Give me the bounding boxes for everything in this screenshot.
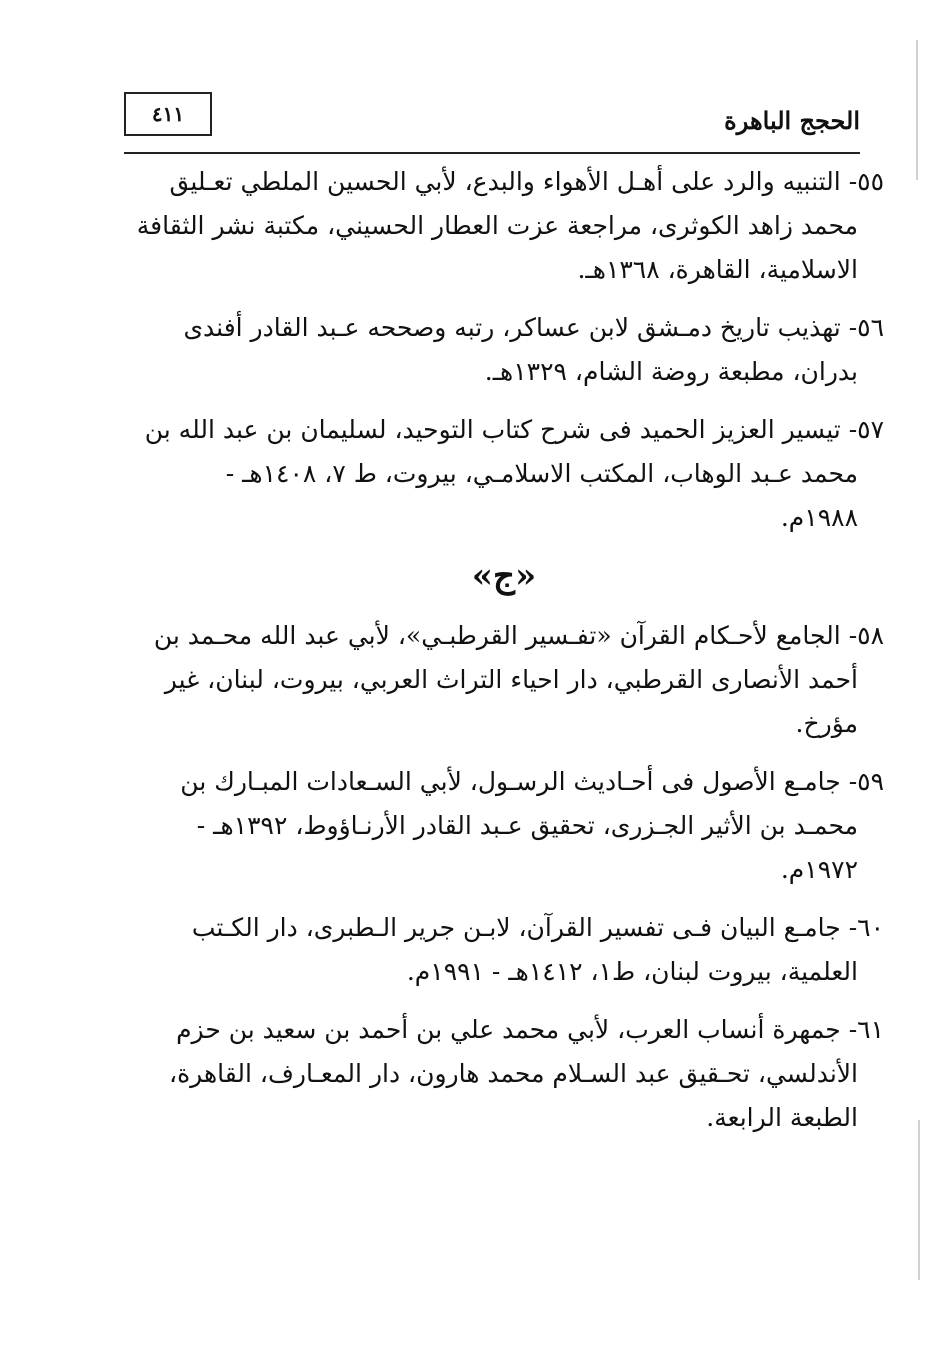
bibliography-entry-57 bbox=[124, 408, 884, 540]
scan-artifact bbox=[918, 1120, 920, 1280]
entry-number: ٥٦- bbox=[848, 313, 884, 342]
scan-artifact bbox=[916, 40, 918, 180]
entry-number: ٦١- bbox=[848, 1015, 884, 1044]
bibliography-entry-60 bbox=[124, 906, 884, 994]
section-heading-jim: «ج» bbox=[471, 556, 537, 596]
entry-line: محمد زاهد الكوثرى، مراجعة عزت العطار الحسيني، مكتبة نشر الثقافة bbox=[136, 211, 858, 240]
entry-line: الاسلامية، القاهرة، ١٣٦٨هـ. bbox=[577, 255, 858, 284]
entry-line: جامـع الأصول فى أحـاديث الرسـول، لأبي السـعادات المبـارك بن bbox=[180, 767, 841, 796]
entry-line: أحمد الأنصارى القرطبي، دار احياء التراث العربي، بيروت، لبنان، غير bbox=[164, 665, 858, 694]
bibliography-entry-56 bbox=[124, 306, 884, 394]
entry-number: ٥٥- bbox=[848, 167, 884, 196]
bibliography-entry-61 bbox=[124, 1008, 884, 1140]
entry-line: الأندلسي، تحـقيق عبد السـلام محمد هارون، دار المعـارف، القاهرة، bbox=[169, 1059, 858, 1088]
header-divider bbox=[124, 152, 860, 154]
entry-line: جامـع البيان فـى تفسير القرآن، لابـن جرير الـطبرى، دار الكـتب bbox=[191, 913, 841, 942]
entry-line: جمهرة أنساب العرب، لأبي محمد علي بن أحمد بن سعيد بن حزم bbox=[176, 1015, 841, 1044]
entry-line: محمـد بن الأثير الجـزرى، تحقيق عـبد القادر الأرنـاؤوط، ١٣٩٢هـ - bbox=[196, 811, 858, 840]
page-number: ٤١١ bbox=[151, 102, 185, 126]
entry-line: الجامع لأحـكام القرآن «تفـسير القرطبـي»، لأبي عبد الله محـمد بن bbox=[153, 621, 841, 650]
entry-number: ٥٩- bbox=[848, 767, 884, 796]
entry-line: الطبعة الرابعة. bbox=[706, 1103, 858, 1132]
entry-number: ٥٧- bbox=[848, 415, 884, 444]
entry-line: محمد عـبد الوهاب، المكتب الاسلامـي، بيروت، ط ٧، ١٤٠٨هـ - bbox=[225, 459, 858, 488]
bibliography-entry-55 bbox=[124, 160, 884, 292]
entry-line: ١٩٧٢م. bbox=[780, 855, 858, 884]
page-header bbox=[124, 92, 860, 154]
entry-line: تهذيب تاريخ دمـشق لابن عساكر، رتبه وصححه عـبد القادر أفندى bbox=[183, 313, 841, 342]
bibliography-entry-58 bbox=[124, 614, 884, 746]
page-number-box bbox=[124, 92, 212, 136]
running-title: الحجج الباهرة bbox=[724, 106, 860, 135]
entry-number: ٦٠- bbox=[848, 913, 884, 942]
entry-line: مؤرخ. bbox=[795, 709, 858, 738]
entry-line: التنبيه والرد على أهـل الأهواء والبدع، لأبي الحسين الملطي تعـليق bbox=[169, 167, 841, 196]
bibliography-list bbox=[124, 160, 884, 1154]
entry-line: بدران، مطبعة روضة الشام، ١٣٢٩هـ. bbox=[484, 357, 858, 386]
entry-line: ١٩٨٨م. bbox=[780, 503, 858, 532]
entry-number: ٥٨- bbox=[848, 621, 884, 650]
entry-line: تيسير العزيز الحميد فى شرح كتاب التوحيد، لسليمان بن عبد الله بن bbox=[144, 415, 841, 444]
entry-line: العلمية، بيروت لبنان، ط١، ١٤١٢هـ - ١٩٩١م. bbox=[406, 957, 858, 986]
bibliography-entry-59 bbox=[124, 760, 884, 892]
